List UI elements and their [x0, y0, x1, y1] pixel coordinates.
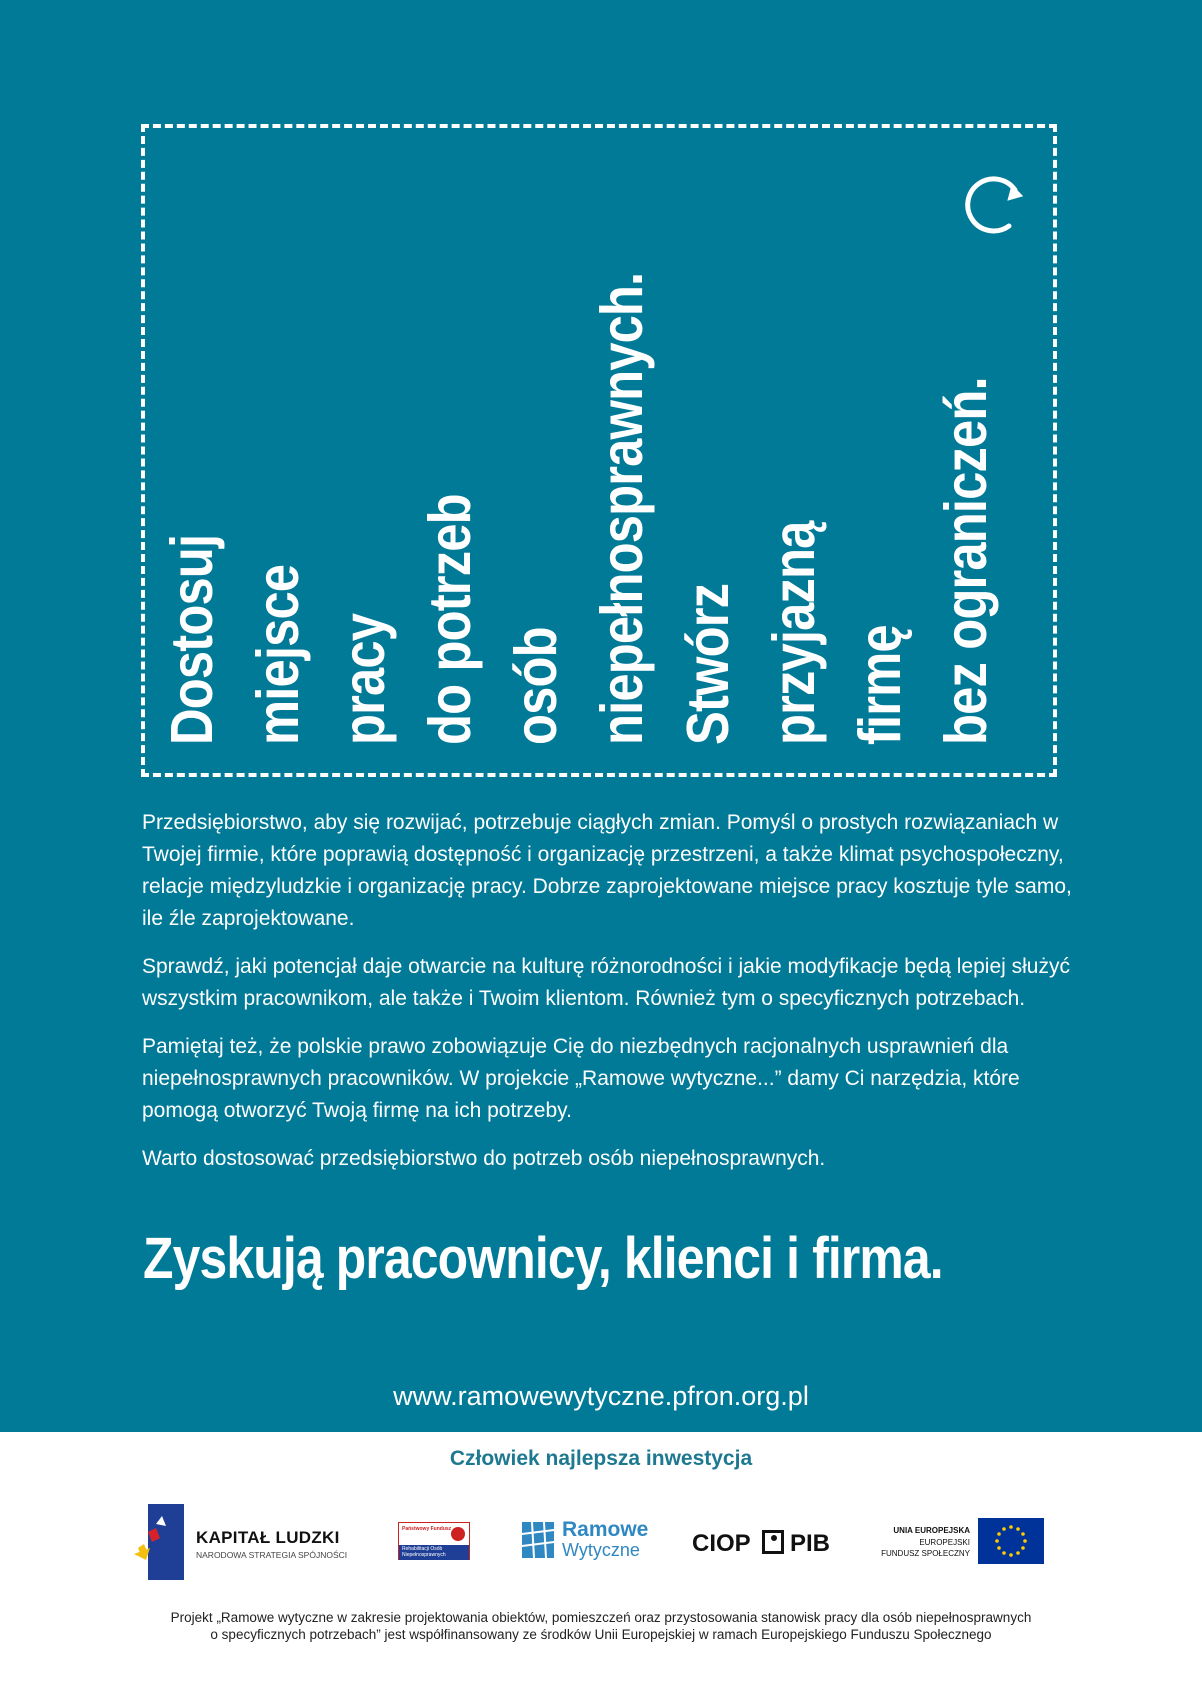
eu-efs-logo: [881, 1500, 1090, 1590]
vertical-word-10: bez ograniczeń.: [933, 377, 999, 745]
footer-note: [0, 1609, 1202, 1643]
vertical-word-7: Stwórz: [675, 583, 741, 745]
pfron-line-1: Państwowy Fundusz: [402, 1526, 452, 1532]
eu-line-1: UNIA EUROPEJSKA: [893, 1526, 970, 1535]
ramowe-subtitle: Wytyczne: [562, 1540, 640, 1560]
paragraph-3: Pamiętaj też, że polskie prawo zobowiązuje Cię do niezbędnych racjonalnych usprawnień dla niepełnosprawnych pracowników. W projekcie „Ramowe wytyczne...” damy Ci narzędzia, które pomogą otworzyć Twoją firmę na ich potrzeby.: [142, 1035, 1020, 1122]
website-link[interactable]: www.ramowewytyczne.pfron.org.pl: [393, 1381, 809, 1411]
ciop-pib-logo: [692, 1500, 862, 1590]
vertical-word-4: do potrzeb: [417, 494, 483, 745]
pib-text: PIB: [790, 1530, 831, 1557]
ciop-figure-icon: [762, 1530, 784, 1554]
vertical-word-3: pracy: [331, 613, 397, 745]
ramowe-grid-icon: [520, 1520, 556, 1560]
ciop-text: CIOP: [692, 1530, 751, 1557]
pfron-logo: [398, 1500, 472, 1590]
footer-line-2: o specyficznych potrzebach” jest współfinansowany ze środków Unii Europejskiej w ramach Europejskiego Funduszu Społecznego: [210, 1627, 992, 1642]
vertical-word-5: osób: [503, 627, 569, 745]
body-text: [142, 807, 1082, 1191]
pfron-line-2: Rehabilitacji Osób: [402, 1546, 443, 1552]
vertical-word-9: firmę: [847, 625, 913, 745]
ramowe-wytyczne-logo: [520, 1500, 660, 1590]
rotate-arrow-icon: [955, 166, 1035, 246]
vertical-word-6: niepełnosprawnych.: [589, 272, 655, 745]
paragraph-4: Warto dostosować przedsiębiorstwo do potrzeb osób niepełnosprawnych.: [142, 1147, 826, 1170]
footer-line-1: Projekt „Ramowe wytyczne w zakresie projektowania obiektów, pomieszczeń oraz przystosowania stanowisk pracy dla osób niepełnosprawnych: [170, 1610, 1032, 1625]
paragraph-1: Przedsiębiorstwo, aby się rozwijać, potrzebuje ciągłych zmian. Pomyśl o prostych rozwiązaniach w Twojej firmie, które poprawią dostępność i organizację przestrzeni, a także klimat psychospołeczny, relacje międzyludzkie i organizację pracy. Dobrze zaprojektowane miejsce pracy kosztuje tyle samo, ile źle zaprojektowane.: [142, 811, 1072, 930]
headline: Zyskują pracownicy, klienci i firma.: [143, 1226, 943, 1291]
eu-line-2: EUROPEJSKI: [919, 1538, 970, 1547]
pfron-line-3: Niepełnosprawnych: [402, 1552, 446, 1558]
logo-bar: [130, 1500, 1070, 1590]
vertical-word-8: przyjazną: [761, 521, 827, 745]
kapital-ludzki-emblem: [134, 1504, 186, 1580]
kapital-ludzki-logo: [130, 1500, 360, 1590]
vertical-word-1: Dostosuj: [159, 534, 225, 745]
pfron-circle-icon: [451, 1527, 465, 1541]
slogan: Człowiek najlepsza inwestycja: [449, 1447, 753, 1470]
eu-flag-icon: [978, 1518, 1044, 1564]
kapital-ludzki-title: KAPITAŁ LUDZKI: [196, 1528, 340, 1547]
paragraph-2: Sprawdź, jaki potencjał daje otwarcie na kulturę różnorodności i jakie modyfikacje będą lepiej służyć wszystkim pracownikom, ale także i Twoim klientom. Również tym o specyficznych potrzebach.: [142, 955, 1070, 1010]
kapital-ludzki-subtitle: NARODOWA STRATEGIA SPÓJNOŚCI: [196, 1550, 348, 1560]
eu-line-3: FUNDUSZ SPOŁECZNY: [881, 1549, 970, 1558]
ramowe-title: Ramowe: [562, 1518, 649, 1541]
vertical-word-2: miejsce: [245, 564, 311, 745]
